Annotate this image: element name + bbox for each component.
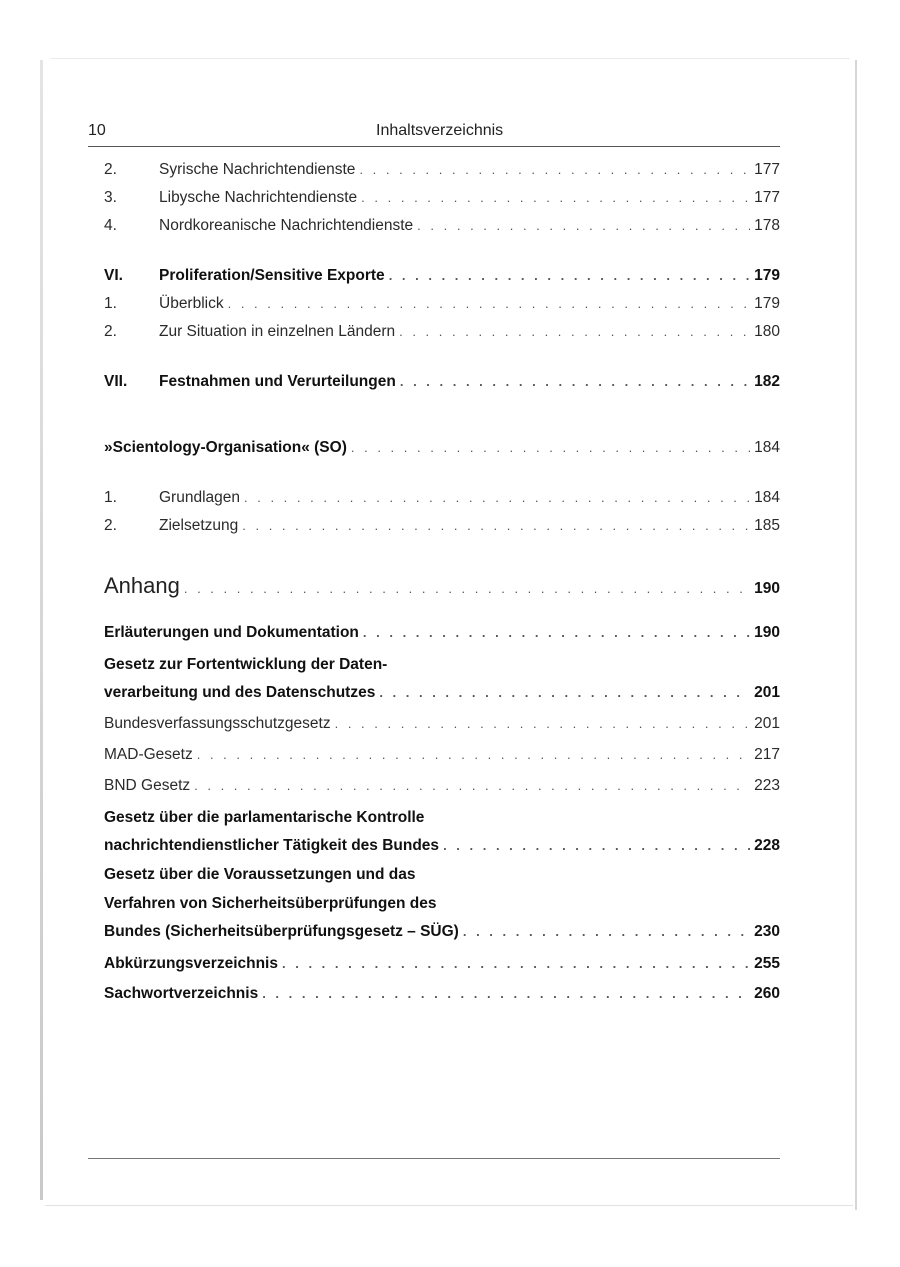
running-title: Inhaltsverzeichnis xyxy=(376,122,504,139)
toc-erlaeuterungen[interactable] xyxy=(104,619,780,647)
toc-sachwort[interactable] xyxy=(104,980,780,1008)
toc-section-number: VII. xyxy=(104,373,128,390)
dot-leader xyxy=(417,212,750,240)
toc-entry-label: Zielsetzung xyxy=(159,517,239,534)
toc-entry-number: 2. xyxy=(104,161,117,178)
toc-entry-number: 1. xyxy=(104,489,117,506)
toc-entry[interactable] xyxy=(104,156,780,184)
dot-leader xyxy=(242,512,750,540)
dot-leader xyxy=(282,950,750,978)
toc-entry-page: 177 xyxy=(754,161,780,178)
dot-leader xyxy=(389,262,750,290)
toc-entry-label-line: Verfahren von Sicherheitsüberprüfungen des xyxy=(104,895,437,912)
toc-entry-number: 2. xyxy=(104,323,117,340)
page-edge-top xyxy=(50,58,850,59)
dot-leader xyxy=(262,980,750,1008)
toc-entry[interactable] xyxy=(104,184,780,212)
toc-anhang[interactable] xyxy=(104,566,780,609)
page-edge-bottom xyxy=(45,1205,853,1206)
toc-scientology[interactable] xyxy=(104,434,780,462)
toc-entry-label: Zur Situation in einzelnen Ländern xyxy=(159,323,396,340)
toc-entry-page: 201 xyxy=(754,684,780,701)
dot-leader xyxy=(184,569,750,609)
dot-leader xyxy=(359,156,750,184)
toc-kontrolle-gesetz[interactable] xyxy=(104,803,780,860)
dot-leader xyxy=(197,741,750,769)
dot-leader xyxy=(244,484,750,512)
toc-entry-label-line: Gesetz über die Voraussetzungen und das xyxy=(104,866,416,883)
header-rule xyxy=(88,146,780,147)
dot-leader xyxy=(379,679,750,707)
toc-entry[interactable] xyxy=(104,290,780,318)
toc-entry-label: Überblick xyxy=(159,295,224,312)
anhang-page: 190 xyxy=(754,580,780,597)
toc-abkuerzungen[interactable] xyxy=(104,950,780,978)
toc-entry-page: 223 xyxy=(754,777,780,794)
toc-section-label: Festnahmen und Verurteilungen xyxy=(159,373,396,390)
toc-entry-page: 190 xyxy=(754,624,780,641)
toc-entry-page: 178 xyxy=(754,217,780,234)
toc-entry-label: BND Gesetz xyxy=(104,777,191,794)
dot-leader xyxy=(194,772,750,800)
toc-entry-page: 180 xyxy=(754,323,780,340)
toc-section-vii[interactable] xyxy=(104,368,780,396)
toc-entry-label: Nordkoreanische Nachrichtendienste xyxy=(159,217,414,234)
toc-entry-page: 185 xyxy=(754,517,780,534)
toc-section-page: 179 xyxy=(754,267,780,284)
toc-entry[interactable] xyxy=(104,212,780,240)
page-number: 10 xyxy=(88,122,106,139)
toc-entry-page: 179 xyxy=(754,295,780,312)
dot-leader xyxy=(228,290,750,318)
toc-entry-label: Abkürzungsverzeichnis xyxy=(104,955,278,972)
toc-entry-number: 2. xyxy=(104,517,117,534)
dot-leader xyxy=(400,368,750,396)
dot-leader xyxy=(335,710,750,738)
table-of-contents xyxy=(104,156,780,1008)
dot-leader xyxy=(399,318,750,346)
toc-gesetz-datenschutz[interactable] xyxy=(104,650,780,707)
toc-entry-page: 201 xyxy=(754,715,780,732)
toc-entry-page: 184 xyxy=(754,489,780,506)
dot-leader xyxy=(361,184,750,212)
toc-mad-gesetz[interactable] xyxy=(104,741,780,769)
toc-entry-page: 230 xyxy=(754,923,780,940)
toc-entry[interactable] xyxy=(104,484,780,512)
toc-entry-number: 1. xyxy=(104,295,117,312)
toc-entry-page: 177 xyxy=(754,189,780,206)
dot-leader xyxy=(351,434,750,462)
toc-entry-label: MAD-Gesetz xyxy=(104,746,193,763)
toc-section-vi[interactable] xyxy=(104,262,780,290)
dot-leader xyxy=(463,918,750,946)
toc-entry-page: 260 xyxy=(754,985,780,1002)
page-header xyxy=(88,120,780,148)
toc-bnd-gesetz[interactable] xyxy=(104,772,780,800)
page-edge-right xyxy=(855,60,857,1210)
anhang-heading: Anhang xyxy=(104,573,180,598)
toc-entry-page: 228 xyxy=(754,837,780,854)
toc-sueg[interactable] xyxy=(104,860,780,946)
toc-bverfschg[interactable] xyxy=(104,710,780,738)
toc-entry-label: Erläuterungen und Dokumentation xyxy=(104,624,359,641)
toc-entry-label: Bundesverfassungsschutzgesetz xyxy=(104,715,331,732)
toc-entry[interactable] xyxy=(104,512,780,540)
page-edge-left xyxy=(40,60,43,1200)
toc-entry-label-line: Gesetz über die parlamentarische Kontrolle xyxy=(104,809,425,826)
toc-section-page: 184 xyxy=(754,439,780,456)
toc-entry-page: 255 xyxy=(754,955,780,972)
footer-rule xyxy=(88,1158,780,1159)
toc-entry-label: nachrichtendienstlicher Tätigkeit des Bundes xyxy=(104,837,440,854)
toc-entry-number: 4. xyxy=(104,217,117,234)
toc-section-label: Proliferation/Sensitive Exporte xyxy=(159,267,385,284)
toc-entry[interactable] xyxy=(104,318,780,346)
toc-entry-label: verarbeitung und des Datenschutzes xyxy=(104,684,376,701)
toc-entry-label-line: Gesetz zur Fortentwicklung der Daten- xyxy=(104,656,388,673)
toc-section-number: VI. xyxy=(104,267,123,284)
toc-section-label: »Scientology-Organisation« (SO) xyxy=(104,439,347,456)
toc-entry-label: Grundlagen xyxy=(159,489,241,506)
toc-entry-number: 3. xyxy=(104,189,117,206)
dot-leader xyxy=(443,832,750,860)
toc-entry-label: Bundes (Sicherheitsüberprüfungsgesetz – SÜG) xyxy=(104,923,459,940)
toc-entry-page: 217 xyxy=(754,746,780,763)
toc-entry-label: Sachwortverzeichnis xyxy=(104,985,259,1002)
toc-entry-label: Libysche Nachrichtendienste xyxy=(159,189,358,206)
toc-section-page: 182 xyxy=(754,373,780,390)
dot-leader xyxy=(363,619,750,647)
toc-entry-label: Syrische Nachrichtendienste xyxy=(159,161,356,178)
